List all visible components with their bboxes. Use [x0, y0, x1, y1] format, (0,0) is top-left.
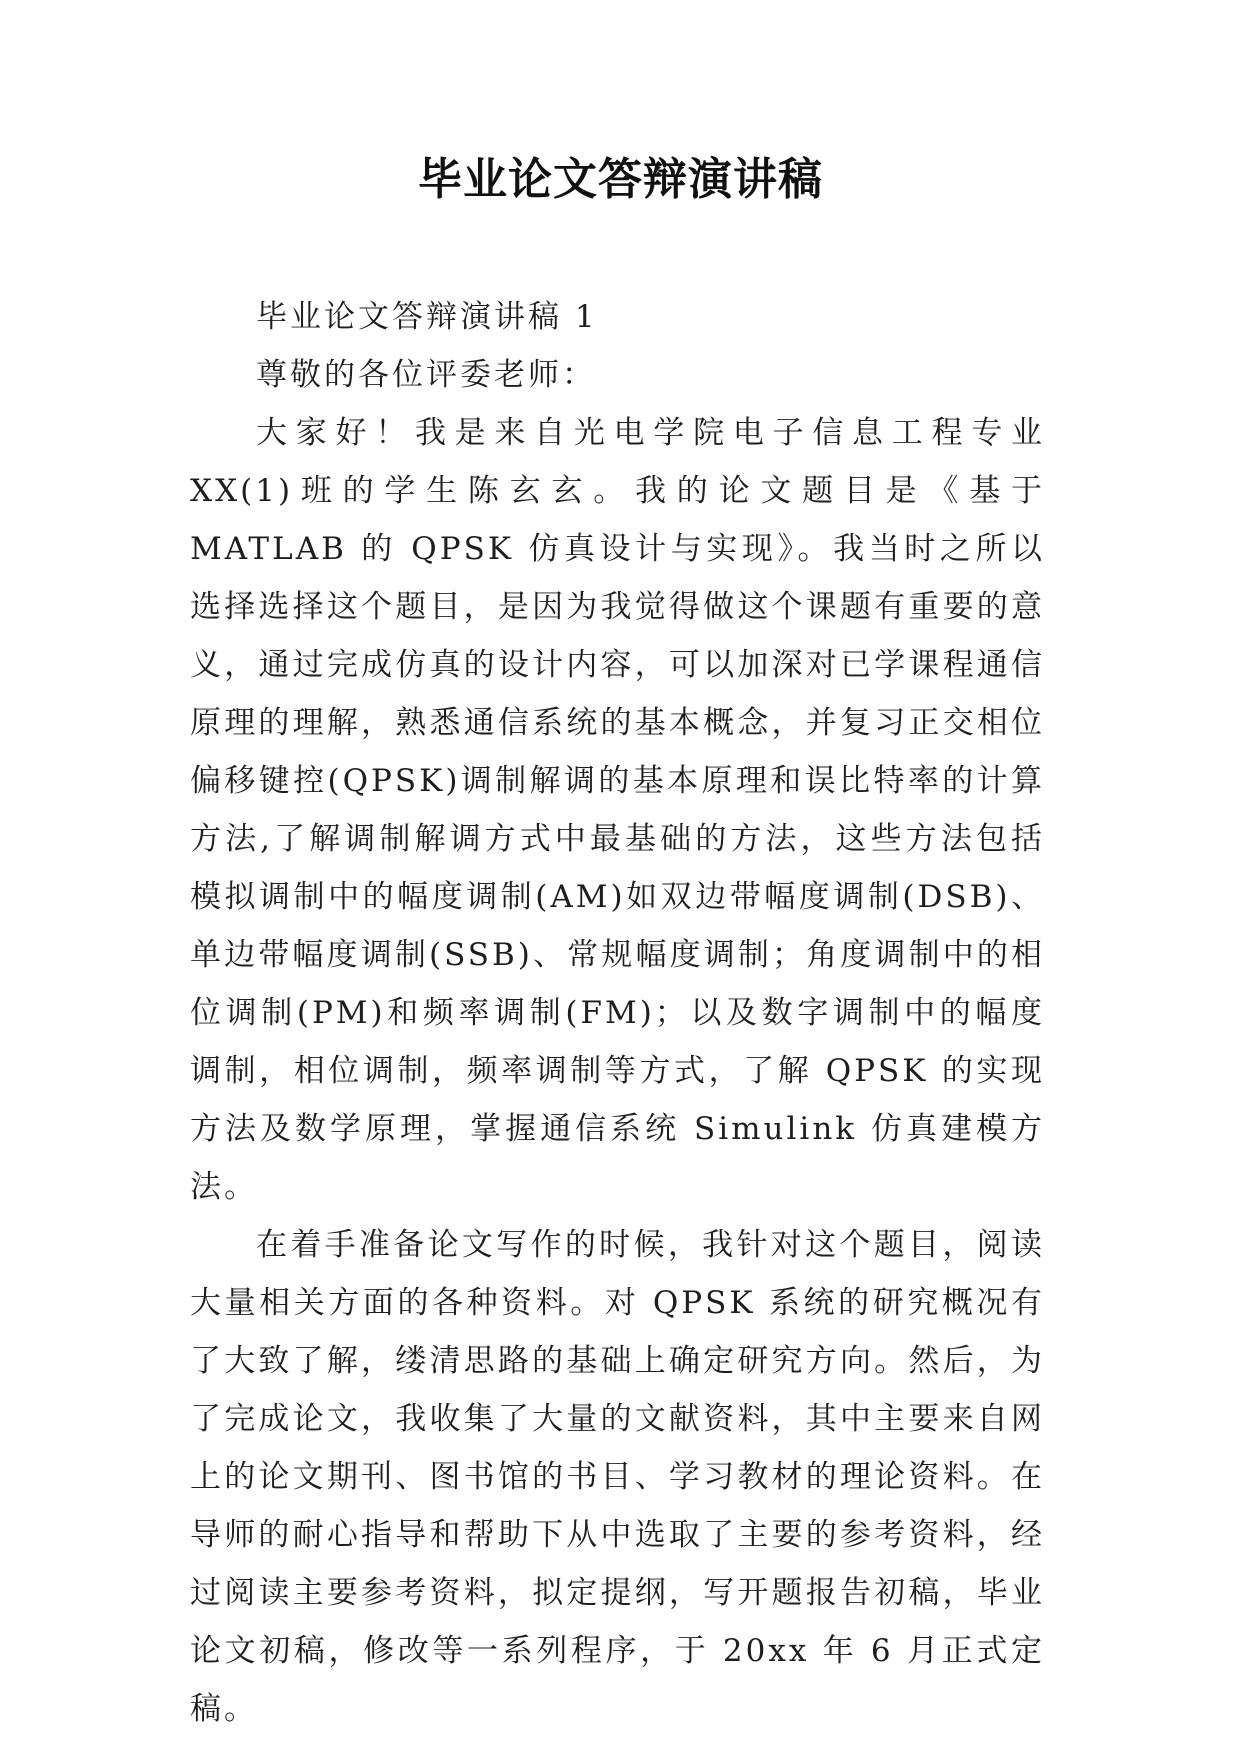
document-title: 毕业论文答辩演讲稿: [418, 154, 823, 205]
paragraph-introduction: 大家好！我是来自光电学院电子信息工程专业 XX(1)班的学生陈玄玄。我的论文题目是《基于 MATLAB 的 QPSK 仿真设计与实现》。我当时之所以选择选择这个题目，是因为我觉得做这个课题有重要的意义，通过完成仿真的设计内容，可以加深对已学课程通信原理的理解，熟悉通信系统的基本概念，并复习正交相位偏移键控(QPSK)调制解调的基本原理和误比特率的计算方法,了解调制解调方式中最基础的方法，这些方法包括模拟调制中的幅度调制(AM)如双边带幅度调制(DSB)、单边带幅度调制(SSB)、常规幅度调制；角度调制中的相位调制(PM)和频率调制(FM)；以及数字调制中的幅度调制，相位调制，频率调制等方式，了解 QPSK 的实现方法及数学原理，掌握通信系统 Simulink 仿真建模方法。: [190, 415, 1045, 1205]
paragraph-preparation: 在着手准备论文写作的时候，我针对这个题目，阅读大量相关方面的各种资料。对 QPSK 系统的研究概况有了大致了解，缕清思路的基础上确定研究方向。然后，为了完成论文，我收集了大量的文献资料，其中主要来自网上的论文期刊、图书馆的书目、学习教材的理论资料。在导师的耐心指导和帮助下从中选取了主要的参考资料，经过阅读主要参考资料，拟定提纲，写开题报告初稿，毕业论文初稿，修改等一系列程序，于 20xx 年 6 月正式定稿。: [190, 1227, 1045, 1727]
document-body: [190, 288, 1045, 1738]
paragraph-salutation: 尊敬的各位评委老师：: [256, 357, 596, 393]
paragraph-heading: 毕业论文答辩演讲稿 1: [256, 299, 598, 335]
